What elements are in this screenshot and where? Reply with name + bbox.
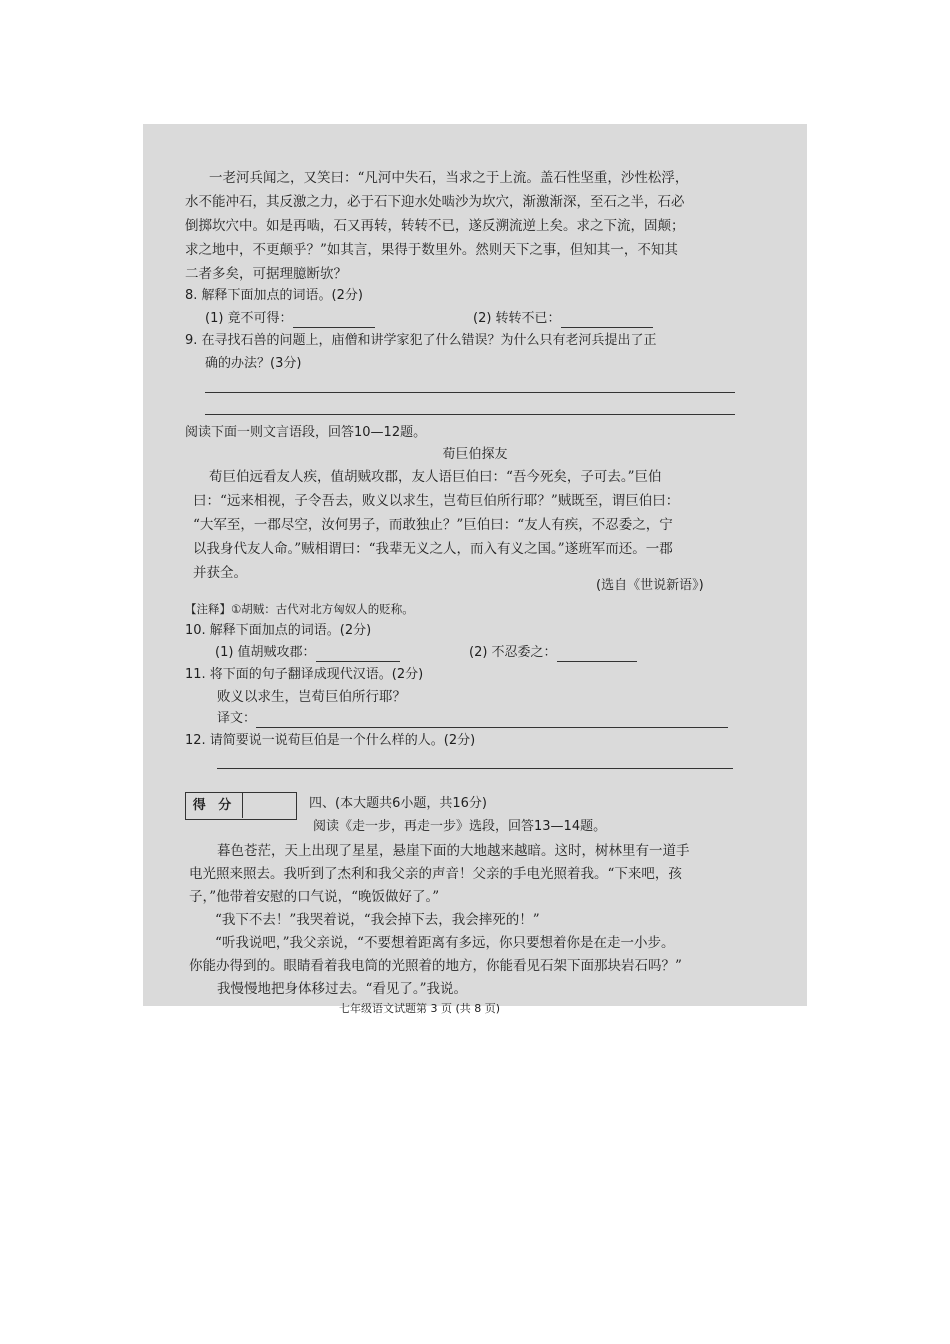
question-12-stem: 12. 请简要说一说荀巨伯是一个什么样的人。(2分) <box>185 733 476 748</box>
passage-line: 电光照来照去。我听到了杰利和我父亲的声音！父亲的手电光照着我。“下来吧，孩 <box>189 866 682 882</box>
answer-blank[interactable] <box>557 647 637 662</box>
question-11-answer <box>217 710 728 728</box>
question-10-part-1 <box>215 644 400 662</box>
answer-line[interactable] <box>205 414 735 415</box>
passage-line: 暮色苍茫，天上出现了星星，悬崖下面的大地越来越暗。这时，树林里有一道手 <box>217 843 690 859</box>
question-11-answer-label: 译文： <box>217 711 257 726</box>
passage-line: 水不能冲石，其反激之力，必于石下迎水处啮沙为坎穴，渐激渐深，至石之半，石必 <box>185 194 685 210</box>
question-8-part-1-label: (1) 竟不可得： <box>205 311 293 326</box>
passage-line: 曰：“远来相视，子令吾去，败义以求生，岂荀巨伯所行耶？”贼既至，谓巨伯曰： <box>193 493 680 509</box>
question-10-part-2 <box>469 644 637 662</box>
question-8-part-2-label: (2) 转转不已： <box>473 311 561 326</box>
passage-2-intro: 阅读下面一则文言语段，回答10—12题。 <box>185 425 427 440</box>
passage-2-source: (选自《世说新语》) <box>596 578 704 593</box>
question-9-line-1: 9. 在寻找石兽的问题上，庙僧和讲学家犯了什么错误？为什么只有老河兵提出了正 <box>185 333 657 348</box>
answer-line[interactable] <box>217 768 733 769</box>
passage-line: 一老河兵闻之，又笑曰：“凡河中失石，当求之于上流。盖石性坚重，沙性松浮， <box>209 170 689 186</box>
question-9-line-2: 确的办法？(3分) <box>205 356 302 371</box>
score-label: 得 分 <box>186 793 243 818</box>
passage-2-note: 【注释】①胡贼：古代对北方匈奴人的贬称。 <box>185 602 414 616</box>
passage-line: 并获全。 <box>193 565 247 581</box>
passage-2-title: 荀巨伯探友 <box>442 447 508 462</box>
question-10-part-1-label: (1) 值胡贼攻郡： <box>215 645 316 660</box>
question-8-stem: 8. 解释下面加点的词语。(2分) <box>185 288 363 303</box>
passage-line: 求之地中，不更颠乎？”如其言，果得于数里外。然则天下之事，但知其一，不知其 <box>185 242 678 258</box>
question-8-part-1 <box>205 310 375 328</box>
section-4-intro: 阅读《走一步，再走一步》选段，回答13—14题。 <box>313 819 607 834</box>
question-10-part-2-label: (2) 不忍委之： <box>469 645 557 660</box>
passage-line: “大军至，一郡尽空，汝何男子，而敢独止？”巨伯曰：“友人有疾，不忍委之，宁 <box>193 517 673 533</box>
question-11-sentence: 败义以求生，岂荀巨伯所行耶？ <box>217 689 406 705</box>
passage-line: 荀巨伯远看友人疾，值胡贼攻郡，友人语巨伯曰：“吾今死矣，子可去。”巨伯 <box>209 469 662 485</box>
exam-page-photo <box>143 124 807 1015</box>
answer-blank[interactable] <box>316 647 400 662</box>
question-11-stem: 11. 将下面的句子翻译成现代汉语。(2分) <box>185 667 424 682</box>
passage-line: 我慢慢地把身体移过去。“看见了。”我说。 <box>217 981 468 997</box>
answer-blank[interactable] <box>561 313 653 328</box>
question-10-stem: 10. 解释下面加点的词语。(2分) <box>185 623 372 638</box>
answer-line[interactable] <box>256 713 728 728</box>
section-4-heading: 四、(本大题共6小题，共16分) <box>309 796 487 811</box>
score-box <box>185 792 297 820</box>
passage-line: “我下不去！”我哭着说，“我会掉下去，我会摔死的！” <box>215 912 540 928</box>
passage-line: 二者多矣，可据理臆断欤？ <box>185 266 347 282</box>
passage-line: 以我身代友人命。”贼相谓曰：“我辈无义之人，而入有义之国。”遂班军而还。一郡 <box>193 541 673 557</box>
passage-line: “听我说吧，”我父亲说，“不要想着距离有多远，你只要想着你是在走一小步。 <box>215 935 675 951</box>
answer-line[interactable] <box>205 392 735 393</box>
answer-blank[interactable] <box>293 313 375 328</box>
question-8-part-2 <box>473 310 653 328</box>
page-footer: 七年级语文试题第 3 页 (共 8 页) <box>339 1002 501 1015</box>
passage-line: 倒掷坎穴中。如是再啮，石又再转，转转不已，遂反溯流逆上矣。求之下流，固颠； <box>185 218 685 234</box>
passage-line: 子，”他带着安慰的口气说，“晚饭做好了。” <box>189 889 440 905</box>
passage-line: 你能办得到的。眼睛看着我电筒的光照着的地方，你能看见石架下面那块岩石吗？” <box>189 958 682 974</box>
